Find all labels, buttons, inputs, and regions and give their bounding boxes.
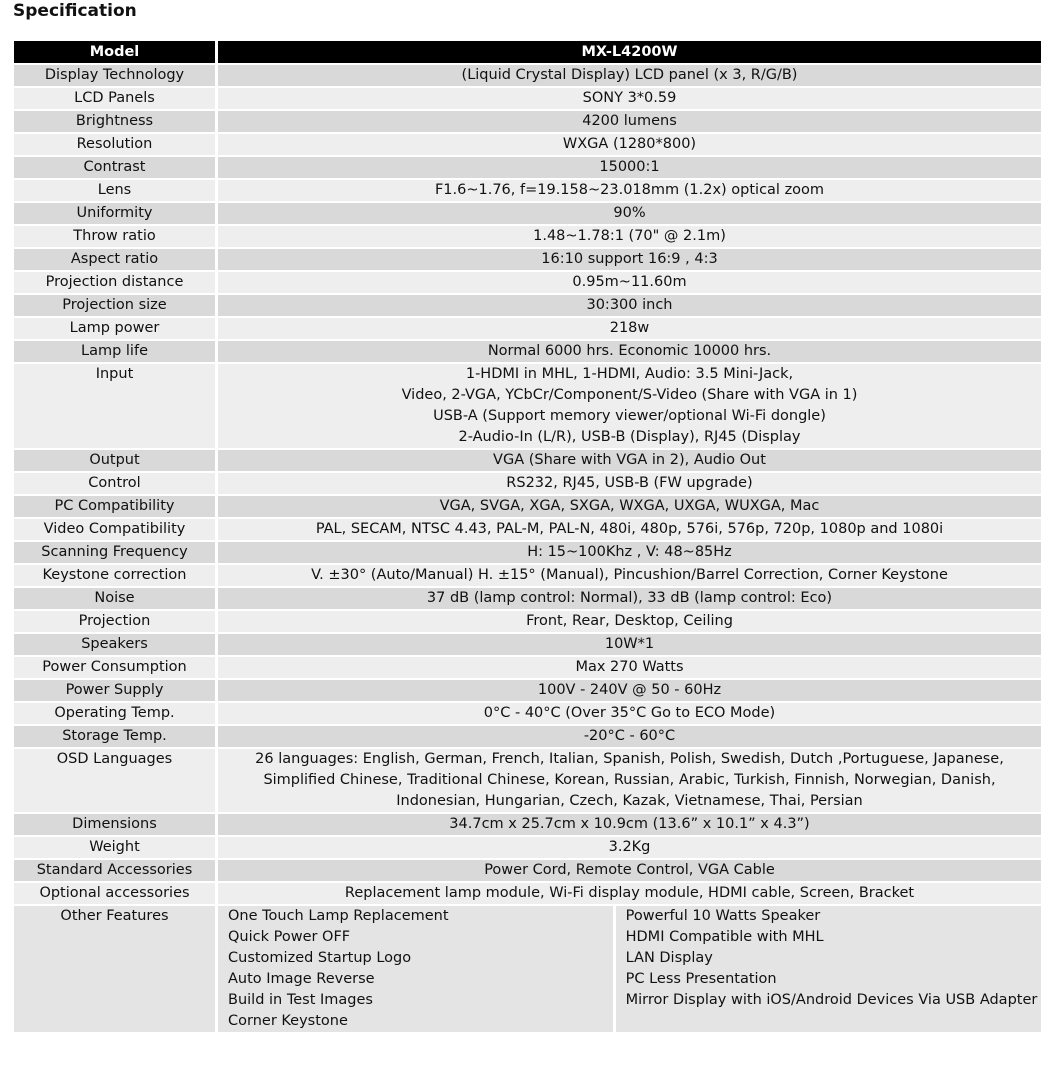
- spec-label: Noise: [14, 588, 215, 609]
- spec-value-line: 30:300 inch: [586, 297, 673, 313]
- spec-value: [218, 496, 1041, 517]
- spec-value: [218, 180, 1041, 201]
- spec-row: [14, 203, 1041, 224]
- spec-value: [218, 657, 1041, 678]
- spec-row: [14, 473, 1041, 494]
- spec-label: Video Compatibility: [14, 519, 215, 540]
- features-column-left: [218, 906, 613, 1032]
- spec-row: [14, 65, 1041, 86]
- header-label: Model: [14, 41, 215, 63]
- spec-row: [14, 749, 1041, 812]
- spec-label: Output: [14, 450, 215, 471]
- spec-value-line: 37 dB (lamp control: Normal), 33 dB (lamp control: Eco): [426, 590, 833, 606]
- feature-item: LAN Display: [625, 950, 713, 966]
- spec-value: [218, 364, 1041, 448]
- spec-row: [14, 111, 1041, 132]
- spec-value: [218, 565, 1041, 586]
- spec-row: [14, 272, 1041, 293]
- spec-value-line: 4200 lumens: [582, 113, 677, 129]
- spec-label: OSD Languages: [14, 749, 215, 812]
- spec-value-line: 218w: [609, 320, 650, 336]
- spec-value: [218, 749, 1041, 812]
- spec-value-line: 90%: [613, 205, 646, 221]
- spec-row: [14, 542, 1041, 563]
- spec-label: Contrast: [14, 157, 215, 178]
- spec-value: [218, 341, 1041, 362]
- spec-label: Scanning Frequency: [14, 542, 215, 563]
- spec-value-line: 1.48~1.78:1 (70" @ 2.1m): [533, 228, 726, 244]
- spec-value-line: RS232, RJ45, USB-B (FW upgrade): [506, 475, 753, 491]
- spec-label: Weight: [14, 837, 215, 858]
- spec-value: [218, 134, 1041, 155]
- feature-item: Mirror Display with iOS/Android Devices Via USB Adapter: [625, 992, 1038, 1008]
- spec-row: [14, 680, 1041, 701]
- spec-value-line: Simplified Chinese, Traditional Chinese, Korean, Russian, Arabic, Turkish, Finnish, Norwegian, Danish,: [263, 772, 996, 788]
- spec-row: [14, 611, 1041, 632]
- spec-label: Speakers: [14, 634, 215, 655]
- spec-value: [218, 611, 1041, 632]
- spec-row: [14, 657, 1041, 678]
- spec-value: [218, 65, 1041, 86]
- feature-item: One Touch Lamp Replacement: [228, 908, 449, 924]
- feature-item: HDMI Compatible with MHL: [625, 929, 824, 945]
- spec-value-line: 10W*1: [604, 636, 655, 652]
- spec-value-line: -20°C - 60°C: [583, 728, 676, 744]
- spec-value: [218, 814, 1041, 835]
- spec-value-line: F1.6~1.76, f=19.158~23.018mm (1.2x) optical zoom: [434, 182, 825, 198]
- spec-value-line: Replacement lamp module, Wi-Fi display module, HDMI cable, Screen, Bracket: [344, 885, 915, 901]
- spec-value-line: Indonesian, Hungarian, Czech, Kazak, Vietnamese, Thai, Persian: [396, 793, 863, 809]
- other-features-list: [218, 906, 1041, 1032]
- spec-value: [218, 726, 1041, 747]
- spec-row: [14, 634, 1041, 655]
- spec-row: [14, 726, 1041, 747]
- spec-label: Uniformity: [14, 203, 215, 224]
- features-column-right: [616, 906, 1041, 1032]
- spec-label: Projection: [14, 611, 215, 632]
- spec-label: Standard Accessories: [14, 860, 215, 881]
- spec-value-line: 2-Audio-In (L/R), USB-B (Display), RJ45 (Display: [458, 429, 801, 445]
- spec-value-line: Video, 2-VGA, YCbCr/Component/S-Video (Share with VGA in 1): [401, 387, 858, 403]
- spec-value-line: WXGA (1280*800): [562, 136, 697, 152]
- spec-label: LCD Panels: [14, 88, 215, 109]
- spec-row: [14, 88, 1041, 109]
- spec-value-line: 26 languages: English, German, French, Italian, Spanish, Polish, Swedish, Dutch ,Portuguese, Japanese,: [255, 751, 1004, 767]
- feature-item: Customized Startup Logo: [228, 950, 412, 966]
- spec-value: [218, 473, 1041, 494]
- spec-value: [218, 111, 1041, 132]
- spec-value-line: H: 15~100Khz , V: 48~85Hz: [527, 544, 732, 560]
- spec-row: [14, 226, 1041, 247]
- spec-value-line: VGA (Share with VGA in 2), Audio Out: [493, 452, 766, 468]
- spec-value-line: USB-A (Support memory viewer/optional Wi-Fi dongle): [433, 408, 826, 424]
- other-features-label: Other Features: [14, 906, 215, 1032]
- spec-label: Input: [14, 364, 215, 448]
- spec-label: Projection distance: [14, 272, 215, 293]
- spec-value: [218, 203, 1041, 224]
- spec-value-line: 15000:1: [599, 159, 660, 175]
- spec-row: [14, 496, 1041, 517]
- spec-label: Storage Temp.: [14, 726, 215, 747]
- spec-row: [14, 134, 1041, 155]
- spec-row: [14, 364, 1041, 448]
- spec-row: [14, 180, 1041, 201]
- spec-value: [218, 588, 1041, 609]
- spec-value-line: 16:10 support 16:9 , 4:3: [541, 251, 718, 267]
- spec-label: Power Supply: [14, 680, 215, 701]
- spec-value: [218, 88, 1041, 109]
- feature-item: Powerful 10 Watts Speaker: [625, 908, 821, 924]
- spec-row: [14, 860, 1041, 881]
- spec-label: Control: [14, 473, 215, 494]
- spec-row: [14, 295, 1041, 316]
- spec-label: Power Consumption: [14, 657, 215, 678]
- spec-label: Throw ratio: [14, 226, 215, 247]
- spec-row: [14, 883, 1041, 904]
- spec-row: [14, 519, 1041, 540]
- spec-value-line: Power Cord, Remote Control, VGA Cable: [484, 862, 775, 878]
- spec-value-line: 0°C - 40°C (Over 35°C Go to ECO Mode): [483, 705, 776, 721]
- spec-value: [218, 883, 1041, 904]
- spec-value: [218, 249, 1041, 270]
- page-title: Specification: [13, 1, 137, 21]
- table-header-row: [14, 41, 1041, 63]
- spec-value-line: 0.95m~11.60m: [572, 274, 687, 290]
- spec-value: [218, 542, 1041, 563]
- spec-value: [218, 634, 1041, 655]
- spec-label: Lamp power: [14, 318, 215, 339]
- spec-row: [14, 157, 1041, 178]
- spec-value-line: Front, Rear, Desktop, Ceiling: [526, 613, 733, 629]
- spec-label: Dimensions: [14, 814, 215, 835]
- spec-row: [14, 318, 1041, 339]
- spec-label: Display Technology: [14, 65, 215, 86]
- spec-value: [218, 157, 1041, 178]
- spec-label: Aspect ratio: [14, 249, 215, 270]
- spec-value-line: (Liquid Crystal Display) LCD panel (x 3, R/G/B): [461, 67, 798, 83]
- spec-value: [218, 703, 1041, 724]
- feature-item: Build in Test Images: [228, 992, 373, 1008]
- spec-value: [218, 837, 1041, 858]
- feature-item: Corner Keystone: [228, 1013, 348, 1029]
- spec-value-line: SONY 3*0.59: [582, 90, 677, 106]
- spec-value: [218, 295, 1041, 316]
- spec-row: [14, 703, 1041, 724]
- spec-value: [218, 680, 1041, 701]
- spec-label: Resolution: [14, 134, 215, 155]
- feature-item: PC Less Presentation: [625, 971, 777, 987]
- spec-label: Operating Temp.: [14, 703, 215, 724]
- spec-value-line: V. ±30° (Auto/Manual) H. ±15° (Manual), Pincushion/Barrel Correction, Corner Keystone: [311, 567, 948, 583]
- spec-row: [14, 588, 1041, 609]
- spec-label: Keystone correction: [14, 565, 215, 586]
- spec-value: [218, 450, 1041, 471]
- spec-value-line: PAL, SECAM, NTSC 4.43, PAL-M, PAL-N, 480i, 480p, 576i, 576p, 720p, 1080p and 1080i: [315, 521, 944, 537]
- spec-label: Lamp life: [14, 341, 215, 362]
- spec-table: [14, 41, 1041, 1032]
- spec-row: [14, 341, 1041, 362]
- spec-value: [218, 860, 1041, 881]
- spec-value-line: Max 270 Watts: [575, 659, 684, 675]
- spec-value-line: 3.2Kg: [608, 839, 651, 855]
- spec-row: [14, 814, 1041, 835]
- spec-row: [14, 565, 1041, 586]
- spec-value: [218, 272, 1041, 293]
- spec-value-line: VGA, SVGA, XGA, SXGA, WXGA, UXGA, WUXGA, Mac: [439, 498, 820, 514]
- spec-value: [218, 519, 1041, 540]
- spec-row: [14, 837, 1041, 858]
- spec-label: PC Compatibility: [14, 496, 215, 517]
- spec-label: Optional accessories: [14, 883, 215, 904]
- feature-item: Quick Power OFF: [228, 929, 351, 945]
- spec-value: [218, 226, 1041, 247]
- other-features-row: [14, 906, 1041, 1032]
- spec-label: Brightness: [14, 111, 215, 132]
- spec-value-line: 1-HDMI in MHL, 1-HDMI, Audio: 3.5 Mini-Jack,: [465, 366, 794, 382]
- header-model: MX-L4200W: [218, 41, 1041, 63]
- spec-row: [14, 450, 1041, 471]
- spec-value-line: Normal 6000 hrs. Economic 10000 hrs.: [487, 343, 772, 359]
- spec-value-line: 100V - 240V @ 50 - 60Hz: [537, 682, 722, 698]
- spec-value-line: 34.7cm x 25.7cm x 10.9cm (13.6” x 10.1” x 4.3”): [449, 816, 810, 832]
- spec-label: Projection size: [14, 295, 215, 316]
- spec-row: [14, 249, 1041, 270]
- spec-value: [218, 318, 1041, 339]
- feature-item: Auto Image Reverse: [228, 971, 375, 987]
- spec-label: Lens: [14, 180, 215, 201]
